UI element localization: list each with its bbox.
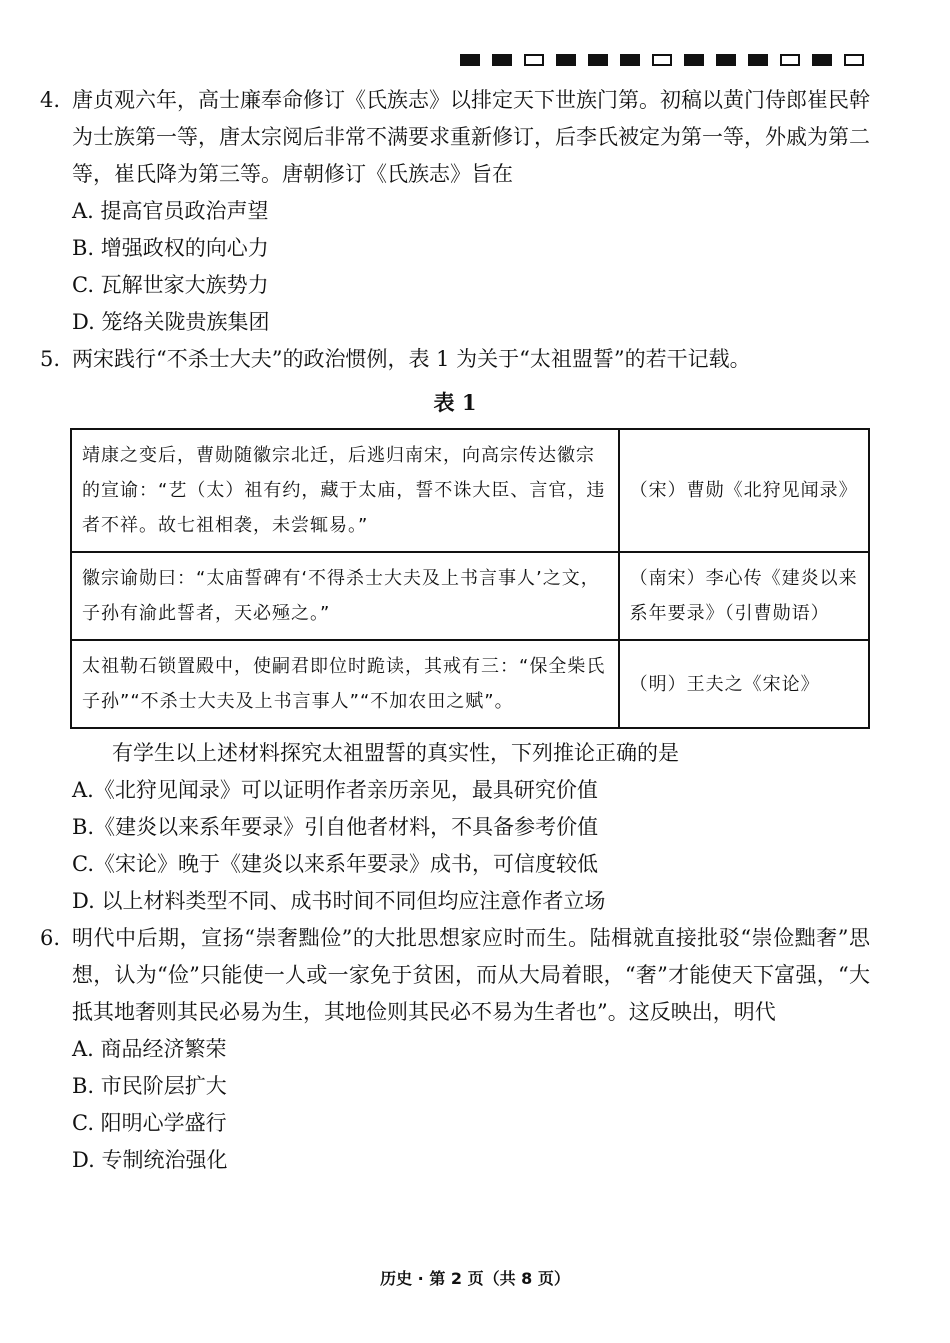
option-d: D. 以上材料类型不同、成书时间不同但均应注意作者立场 <box>72 889 606 913</box>
option-b: B. 增强政权的向心力 <box>72 236 269 260</box>
mark <box>524 54 544 66</box>
mark <box>588 54 608 66</box>
mark <box>716 54 736 66</box>
record-content: 靖康之变后，曹勋随徽宗北迁，后逃归南宋，向高宗传达徽宗的宣谕：“艺（太）祖有约，藏于太庙，誓不诛大臣、言官，违者不祥。故七祖相袭，未尝辄易。” <box>71 429 619 552</box>
mark <box>748 54 768 66</box>
record-source: （宋）曹勋《北狩见闻录》 <box>619 429 869 552</box>
record-source: （明）王夫之《宋论》 <box>619 640 869 728</box>
option-d: D. 笼络关陇贵族集团 <box>72 310 270 334</box>
table-row <box>71 429 869 552</box>
mark <box>780 54 800 66</box>
option-a: A. 提高官员政治声望 <box>72 199 269 223</box>
option-b: B.《建炎以来系年要录》引自他者材料，不具备参考价值 <box>72 815 599 839</box>
mark <box>812 54 832 66</box>
option-c: C. 阳明心学盛行 <box>72 1111 227 1135</box>
mark <box>652 54 672 66</box>
mark <box>460 54 480 66</box>
question-6 <box>40 920 870 1179</box>
record-source: （南宋）李心传《建炎以来系年要录》（引曹勋语） <box>619 552 869 640</box>
question-number: 4. <box>40 88 61 112</box>
mark <box>620 54 640 66</box>
option-a: A. 商品经济繁荣 <box>72 1037 227 1061</box>
table-title: 表 1 <box>433 390 477 415</box>
page-footer: 历史 · 第 2 页（共 8 页） <box>380 1269 570 1288</box>
option-b: B. 市民阶层扩大 <box>72 1074 227 1098</box>
question-number: 6. <box>40 926 61 950</box>
option-c: C. 瓦解世家大族势力 <box>72 273 269 297</box>
option-d: D. 专制统治强化 <box>72 1148 228 1172</box>
records-table <box>70 428 870 729</box>
question-stem: 两宋践行“不杀士大夫”的政治惯例，表 1 为关于“太祖盟誓”的若干记载。 <box>72 347 751 371</box>
mark <box>556 54 576 66</box>
question-stem: 明代中后期，宣扬“崇奢黜俭”的大批思想家应时而生。陆楫就直接批驳“崇俭黜奢”思想，认为“俭”只能使一人或一家免于贫困，而从大局着眼，“奢”才能使天下富强，“大抵其地奢则其民必易为生，其地俭则其民必不易为生者也”。这反映出，明代 <box>72 926 870 1024</box>
question-lead: 有学生以上述材料探究太祖盟誓的真实性，下列推论正确的是 <box>112 741 679 765</box>
question-stem: 唐贞观六年，高士廉奉命修订《氏族志》以排定天下世族门第。初稿以黄门侍郎崔民幹为士族第一等，唐太宗阅后非常不满要求重新修订，后李氏被定为第一等，外戚为第二等，崔氏降为第三等。唐朝修订《氏族志》旨在 <box>72 88 870 186</box>
question-5 <box>40 341 870 920</box>
table-row <box>71 552 869 640</box>
mark <box>684 54 704 66</box>
question-number: 5. <box>40 347 61 371</box>
page-marks <box>460 54 864 66</box>
page-content <box>40 82 870 1179</box>
mark <box>492 54 512 66</box>
question-4 <box>40 82 870 341</box>
option-a: A.《北狩见闻录》可以证明作者亲历亲见，最具研究价值 <box>72 778 598 802</box>
record-content: 徽宗谕勋曰：“太庙誓碑有‘不得杀士大夫及上书言事人’之文，子孙有渝此誓者，天必殛之。” <box>71 552 619 640</box>
table-row <box>71 640 869 728</box>
mark <box>844 54 864 66</box>
record-content: 太祖勒石锁置殿中，使嗣君即位时跪读，其戒有三：“保全柴氏子孙”“不杀士大夫及上书言事人”“不加农田之赋”。 <box>71 640 619 728</box>
option-c: C.《宋论》晚于《建炎以来系年要录》成书，可信度较低 <box>72 852 598 876</box>
